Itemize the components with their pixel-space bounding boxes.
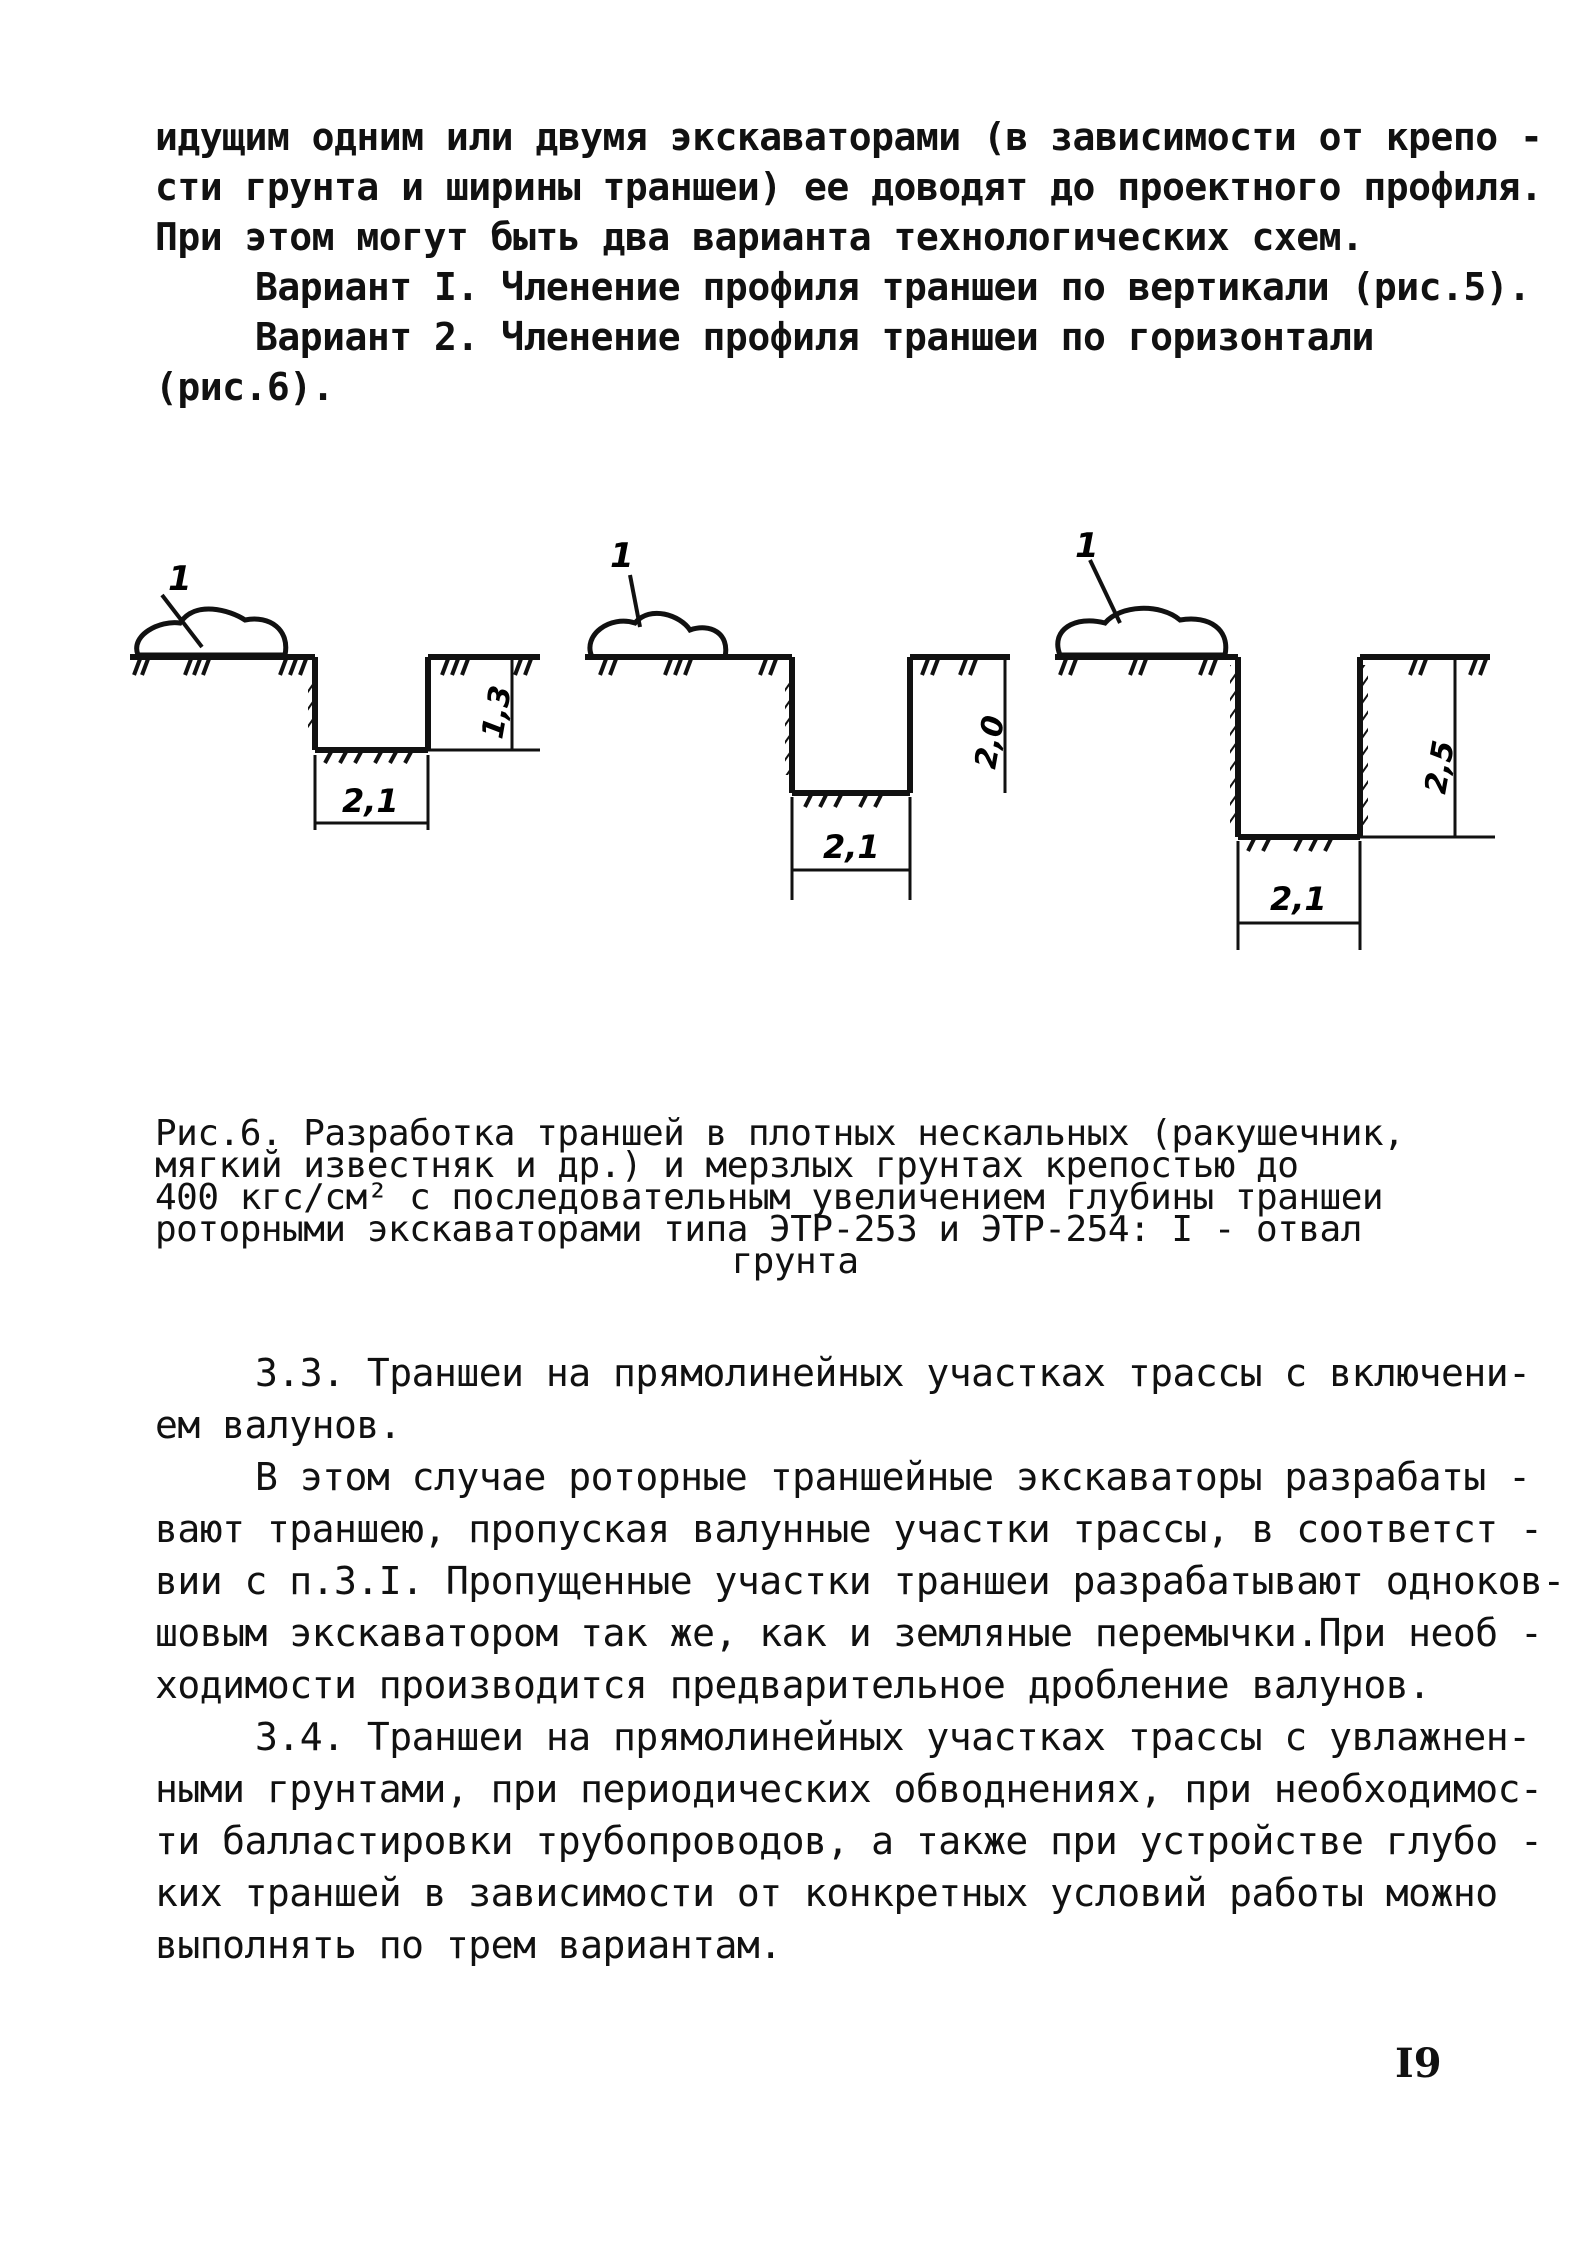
variant-1-line: Вариант I. Членение профиля траншеи по вертикали (рис.5). <box>255 265 1531 309</box>
width-label: 2,1 <box>1270 880 1327 918</box>
width-label: 2,1 <box>342 782 399 820</box>
spoil-label: 1 <box>610 536 634 576</box>
width-label: 2,1 <box>823 828 880 866</box>
variant-2-tail: (рис.6). <box>155 365 335 409</box>
trench-profile-1 <box>130 559 540 830</box>
spoil-heap <box>137 609 286 655</box>
caption-line: грунта <box>731 1241 859 1282</box>
spoil-label: 1 <box>168 559 192 599</box>
bottom-hatch <box>325 752 411 763</box>
wall-hatch <box>308 680 315 730</box>
spoil-heap <box>1058 608 1226 655</box>
spoil-leader <box>630 575 640 627</box>
ground-hatch <box>134 659 306 675</box>
top-paragraph <box>155 112 1543 412</box>
depth-label: 2,5 <box>1418 737 1463 797</box>
paragraph-line: вают траншею, пропуская валунные участки трассы, в соответст - <box>155 1507 1543 1551</box>
paragraph-line: В этом случае роторные траншейные экскаваторы разрабаты - <box>255 1455 1531 1499</box>
paragraph-line: ходимости производится предварительное дробление валунов. <box>155 1663 1431 1707</box>
wall-hatch-right <box>1360 665 1368 825</box>
trench-profiles-figure <box>120 505 1500 975</box>
text-line: сти грунта и ширины траншеи) ее доводят до проектного профиля. <box>155 165 1543 209</box>
spoil-heap <box>590 613 726 657</box>
spoil-leader <box>1090 560 1120 623</box>
section-3-3-heading: 3.3. Траншеи на прямолинейных участках трассы с включени- <box>255 1351 1531 1395</box>
bottom-hatch <box>805 795 881 807</box>
ground-hatch-right <box>922 659 976 675</box>
body-text <box>155 1348 1565 1972</box>
wall-hatch <box>1230 665 1238 825</box>
page-number: I9 <box>1395 2040 1442 2087</box>
caption-line: 400 кгс/см² с последовательным увеличением глубины траншеи <box>155 1177 1384 1218</box>
caption-line: Рис.6. Разработка траншей в плотных нескальных (ракушечник, <box>155 1113 1405 1154</box>
depth-label: 1,3 <box>475 682 520 742</box>
section-3-4-line: ными грунтами, при периодических обводнениях, при необходимос- <box>155 1767 1543 1811</box>
ground-hatch <box>1060 659 1216 675</box>
section-3-4-line: ких траншей в зависимости от конкретных условий работы можно <box>155 1871 1498 1915</box>
section-3-4-line: выполнять по трем вариантам. <box>155 1923 782 1967</box>
wall-hatch <box>785 680 792 775</box>
variant-2-line: Вариант 2. Членение профиля траншеи по горизонтали <box>255 315 1374 359</box>
section-3-4-line: 3.4. Траншеи на прямолинейных участках трассы с увлажнен- <box>255 1715 1531 1759</box>
caption-line: мягкий известняк и др.) и мерзлых грунтах крепостью до <box>155 1145 1299 1186</box>
ground-hatch-right <box>442 659 531 675</box>
bottom-hatch <box>1248 839 1331 851</box>
depth-label: 2,0 <box>968 712 1013 772</box>
text-line: При этом могут быть два варианта технологических схем. <box>155 215 1364 259</box>
trench-profile-2 <box>585 536 1012 900</box>
ground-hatch <box>600 659 776 675</box>
figure-caption <box>155 1113 1435 1282</box>
spoil-label: 1 <box>1075 526 1099 566</box>
paragraph-line: вии с п.3.I. Пропущенные участки траншеи разрабатывают одноков- <box>155 1559 1565 1603</box>
section-3-3-heading: ем валунов. <box>155 1403 402 1447</box>
paragraph-line: шовым экскаватором так же, как и земляные перемычки.При необ - <box>155 1611 1543 1655</box>
trench-profile-3 <box>1055 526 1495 950</box>
caption-line: роторными экскаваторами типа ЭТР-253 и ЭТР-254: I - отвал <box>155 1209 1362 1250</box>
section-3-4-line: ти балластировки трубопроводов, а также при устройстве глубо - <box>155 1819 1543 1863</box>
text-line: идущим одним или двумя экскаваторами (в зависимости от крепо - <box>155 115 1543 159</box>
ground-hatch-right <box>1410 659 1486 675</box>
